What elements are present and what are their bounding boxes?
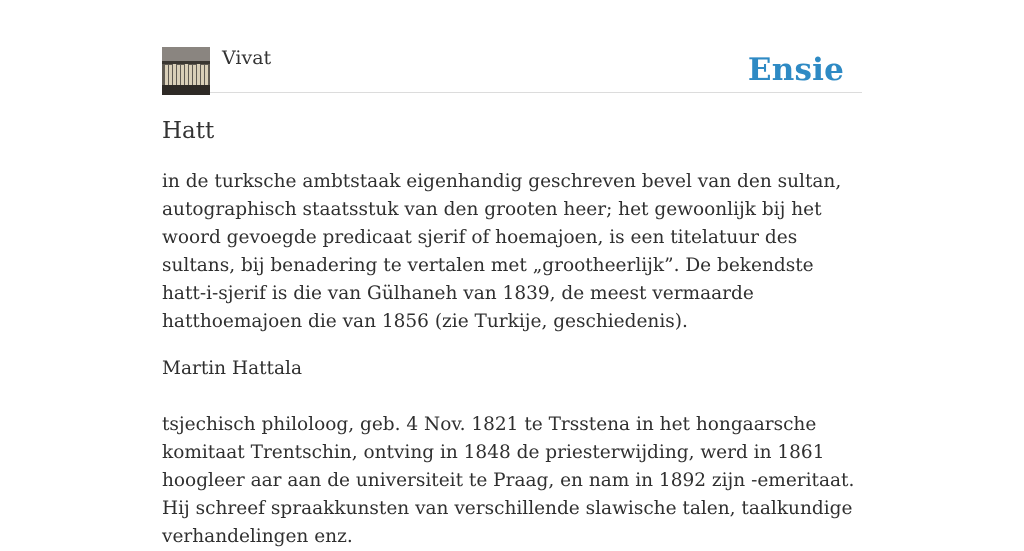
article-page [162,0,862,547]
author-avatar[interactable] [162,47,210,95]
article-title: Hatt [162,118,215,144]
brand-logo[interactable]: Ensie [747,52,844,88]
article-paragraph: in de turksche ambtstaak eigenhandig geschreven bevel van den sultan, autographisch staatsstuk van den grooten heer; het gewoonlijk bij het woord gevoegde predicaat sjerif of hoemajoen, is een titelatuur des sultans, bij benadering te vertalen met „grootheerlijk”. De bekendste hatt-i-sjerif is die van Gülhaneh van 1839, de meest vermaarde hatthoemajoen die van 1856 (zie Turkije, geschiedenis). [162,171,842,332]
header [162,0,862,93]
article-subheading: Martin Hattala [162,358,302,379]
author-name[interactable]: Vivat [222,47,272,69]
bookshelf-avatar-icon [162,47,210,95]
article-paragraph: tsjechisch philoloog, geb. 4 Nov. 1821 te Trsstena in het hongaarsche komitaat Trentschin, ontving in 1848 de priesterwijding, werd in 1861 hoogleer aar aan de universiteit te Praag, en nam in 1892 zijn -emeritaat. Hij schreef spraakkunsten van verschillende slawische talen, taalkundige verhandelingen enz. [162,414,855,547]
